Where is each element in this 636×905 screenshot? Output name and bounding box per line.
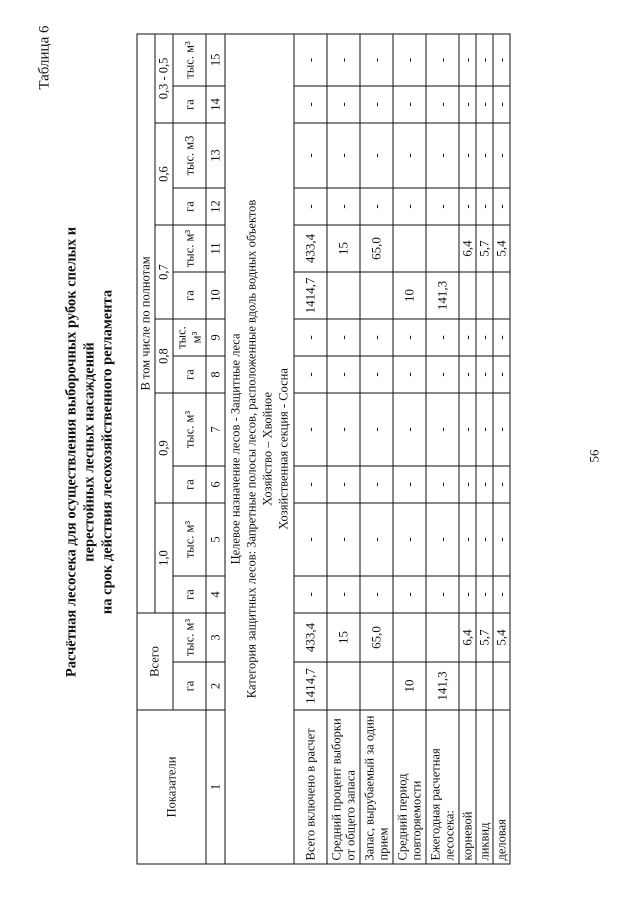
table-cell: - (476, 86, 493, 123)
section-heading-row (225, 34, 294, 864)
column-number: 6 (206, 466, 225, 503)
table-cell (393, 613, 426, 662)
table-cell: - (393, 503, 426, 576)
table-cell: 10 (393, 662, 426, 710)
table-cell: - (294, 188, 327, 225)
table-cell: 5,4 (493, 225, 510, 272)
table-cell: - (459, 393, 476, 466)
header-density-0-9: 0,9 (155, 393, 173, 503)
table-cell (327, 272, 360, 319)
column-number: 10 (206, 272, 225, 319)
header-thousand-m3: тыс. м³ (173, 393, 206, 466)
section-line: Хозяйство – Хвойное (260, 391, 274, 506)
header-ha: га (173, 576, 206, 613)
table-cell: - (426, 393, 459, 466)
header-ha: га (173, 188, 206, 225)
table-row (459, 34, 476, 864)
table-cell: - (360, 466, 393, 503)
row-label: Ежегодная расчетная лесосека: (426, 710, 459, 864)
table-cell (393, 225, 426, 272)
row-label: Всего включено в расчет (294, 710, 327, 864)
table-cell: 5,7 (476, 613, 493, 662)
table-cell: 6,4 (459, 613, 476, 662)
table-cell: - (294, 319, 327, 356)
header-density-0-8: 0,8 (155, 319, 173, 393)
column-number-row (206, 34, 225, 864)
table-cell: 5,4 (493, 613, 510, 662)
table-cell: - (476, 356, 493, 393)
table-cell: - (327, 123, 360, 188)
table-cell: 5,7 (476, 225, 493, 272)
table-cell (493, 272, 510, 319)
header-thousand-m3: тыс. м³ (173, 34, 206, 86)
table-row (476, 34, 493, 864)
table-cell: - (327, 576, 360, 613)
table-cell: 65,0 (360, 613, 393, 662)
table-cell: 1414,7 (294, 662, 327, 710)
table-cell: 1414,7 (294, 272, 327, 319)
table-cell: - (393, 319, 426, 356)
column-number: 5 (206, 503, 225, 576)
table-cell: - (360, 503, 393, 576)
table-cell: - (493, 576, 510, 613)
table-cell: - (294, 34, 327, 86)
row-label: Запас, вырубаемый за один прием (360, 710, 393, 864)
table-row (493, 34, 510, 864)
header-indicators: Показатели (137, 710, 206, 864)
row-label: Средний процент выборки от общего запаса (327, 710, 360, 864)
table-cell: - (294, 356, 327, 393)
row-label: Средний период повторяемости (393, 710, 426, 864)
row-label: деловая (493, 710, 510, 864)
table-cell: - (476, 393, 493, 466)
table-cell: - (327, 466, 360, 503)
table-cell: 141,3 (426, 662, 459, 710)
table-cell: - (327, 188, 360, 225)
table-cell: - (327, 503, 360, 576)
column-number: 8 (206, 356, 225, 393)
table-cell: - (393, 188, 426, 225)
table-cell (360, 662, 393, 710)
row-label: ликвид (476, 710, 493, 864)
table-cell: - (459, 188, 476, 225)
column-number: 15 (206, 34, 225, 86)
table-cell: - (476, 34, 493, 86)
table-cell: - (426, 466, 459, 503)
header-ha: га (173, 272, 206, 319)
title-line: Расчётная лесосека для осуществления выборочных рубок спелых и (63, 226, 79, 678)
table-cell: - (426, 576, 459, 613)
table-cell: - (493, 356, 510, 393)
table-cell: - (327, 393, 360, 466)
table-cell: - (426, 34, 459, 86)
table-cell: - (327, 319, 360, 356)
table-cell: 10 (393, 272, 426, 319)
table-cell: - (426, 86, 459, 123)
table-cell: - (360, 86, 393, 123)
table-cell: - (294, 123, 327, 188)
table-cell (476, 662, 493, 710)
table-cell: - (459, 123, 476, 188)
column-number: 13 (206, 123, 225, 188)
section-line: Целевое назначение лесов - Защитные леса (228, 333, 242, 565)
table-cell: - (360, 123, 393, 188)
section-heading (225, 34, 294, 864)
table-cell: - (493, 319, 510, 356)
table-cell: 15 (327, 225, 360, 272)
table-cell (426, 613, 459, 662)
table-row (294, 34, 327, 864)
column-number: 4 (206, 576, 225, 613)
table-cell: - (493, 503, 510, 576)
table-cell: - (393, 86, 426, 123)
table-cell: - (294, 503, 327, 576)
header-ha: га (173, 662, 206, 710)
table-cell: - (360, 576, 393, 613)
table-label: Таблица 6 (36, 25, 52, 90)
section-line: Категория защитных лесов: Запретные полосы лесов, расположенные вдоль водных объектов (244, 199, 258, 699)
table-cell: - (393, 34, 426, 86)
table-cell: - (476, 319, 493, 356)
header-including-density: В том числе по полнотам (137, 34, 155, 613)
table-cell: - (476, 503, 493, 576)
table-cell: - (294, 86, 327, 123)
table-cell: - (294, 576, 327, 613)
header-thousand-m3: тыс. м3 (173, 123, 206, 188)
section-line: Хозяйственная секция - Сосна (276, 368, 290, 530)
table-cell: - (476, 123, 493, 188)
table-cell: - (459, 86, 476, 123)
page-number: 56 (586, 449, 601, 463)
table-row (393, 34, 426, 864)
table-cell: - (493, 393, 510, 466)
table-cell: - (360, 188, 393, 225)
table-cell: - (360, 319, 393, 356)
header-ha: га (173, 86, 206, 123)
table-cell: 433,4 (294, 613, 327, 662)
table-cell: - (426, 123, 459, 188)
table-cell: - (459, 34, 476, 86)
cutting-area-table (136, 33, 510, 864)
table-cell: - (393, 466, 426, 503)
table-cell: - (459, 576, 476, 613)
table-cell: - (459, 356, 476, 393)
header-thousand-m3: тыс. м³ (173, 503, 206, 576)
table-cell: - (493, 188, 510, 225)
table-cell: - (493, 86, 510, 123)
table-cell: - (459, 503, 476, 576)
table-cell: - (360, 393, 393, 466)
table-cell: - (493, 123, 510, 188)
table-cell: - (327, 356, 360, 393)
table-cell (476, 272, 493, 319)
header-density-0-3-0-5: 0,3 - 0,5 (155, 34, 173, 123)
column-number: 11 (206, 225, 225, 272)
table-cell: - (294, 393, 327, 466)
table-cell: - (476, 576, 493, 613)
column-number: 3 (206, 613, 225, 662)
table-cell: 15 (327, 613, 360, 662)
table-title (62, 0, 116, 905)
header-thousand-m3: тыс. м³ (173, 225, 206, 272)
table-cell: - (360, 34, 393, 86)
row-label: корневой (459, 710, 476, 864)
table-cell: - (393, 123, 426, 188)
table-cell (459, 662, 476, 710)
table-cell: - (393, 576, 426, 613)
table-cell: - (493, 466, 510, 503)
column-number: 9 (206, 319, 225, 356)
column-number: 14 (206, 86, 225, 123)
column-number: 7 (206, 393, 225, 466)
header-density-1-0: 1,0 (155, 503, 173, 613)
table-row (327, 34, 360, 864)
header-thousand-m3: тыс. м³ (173, 613, 206, 662)
table-cell: - (426, 503, 459, 576)
table-row (426, 34, 459, 864)
title-line: перестойных лесных насаждений (81, 342, 97, 562)
table-cell (327, 662, 360, 710)
column-number: 1 (206, 710, 225, 864)
table-cell (360, 272, 393, 319)
header-density-0-6: 0,6 (155, 123, 173, 225)
table-cell: 433,4 (294, 225, 327, 272)
header-thousand-m3: тыс. м³ (173, 319, 206, 356)
table-cell: - (493, 34, 510, 86)
table-cell: - (327, 86, 360, 123)
table-cell: - (459, 319, 476, 356)
table-row (360, 34, 393, 864)
header-density-0-7: 0,7 (155, 225, 173, 319)
column-number: 12 (206, 188, 225, 225)
title-line: на срок действия лесохозяйственного регламента (99, 289, 115, 615)
table-cell: - (393, 393, 426, 466)
table-cell: - (476, 466, 493, 503)
header-ha: га (173, 356, 206, 393)
table-cell: - (426, 356, 459, 393)
table-body (206, 34, 510, 864)
table-cell: - (294, 466, 327, 503)
table-cell: - (327, 34, 360, 86)
table-cell (426, 225, 459, 272)
table-cell: 65,0 (360, 225, 393, 272)
table-cell: - (426, 188, 459, 225)
table-cell: - (459, 466, 476, 503)
table-cell: - (393, 356, 426, 393)
table-cell: 141,3 (426, 272, 459, 319)
table-cell: 6,4 (459, 225, 476, 272)
table-cell: - (360, 356, 393, 393)
table-cell (459, 272, 476, 319)
header-ha: га (173, 466, 206, 503)
header-total: Всего (137, 613, 173, 710)
table-cell (493, 662, 510, 710)
table-cell: - (426, 319, 459, 356)
column-number: 2 (206, 662, 225, 710)
table-cell: - (476, 188, 493, 225)
